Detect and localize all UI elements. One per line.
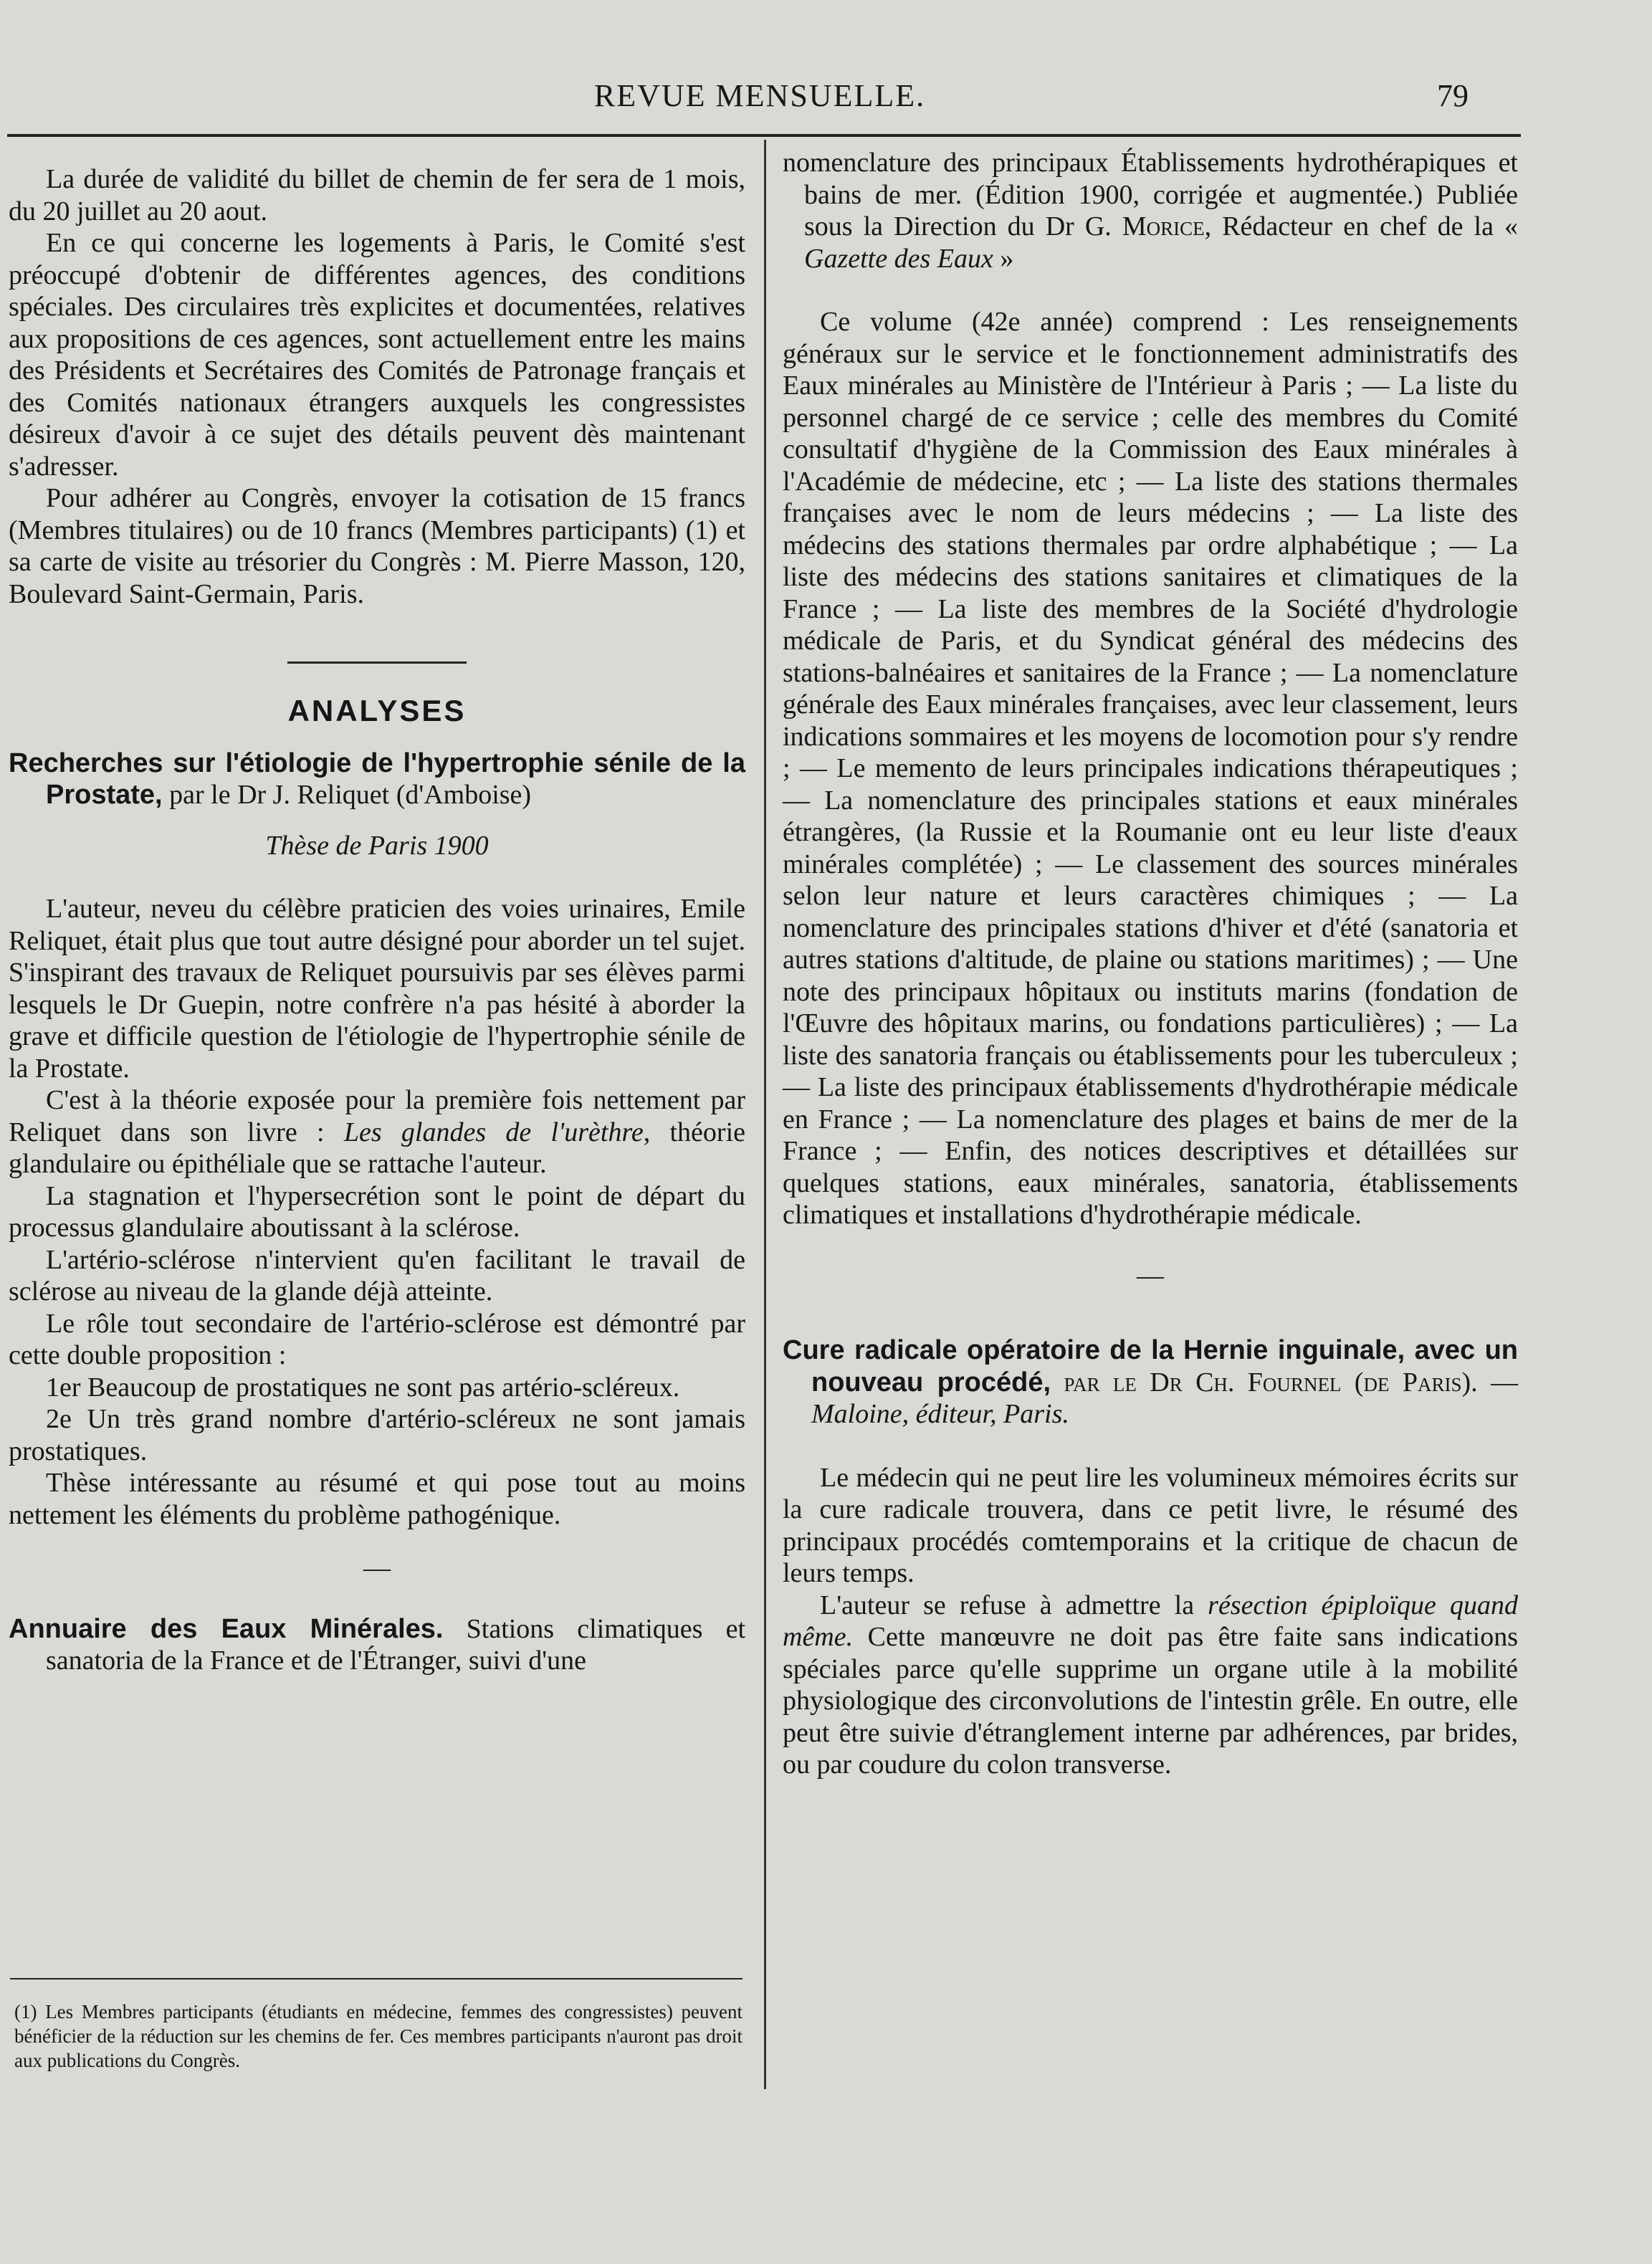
editor-name: Morice bbox=[1122, 211, 1205, 242]
paragraph: 2e Un très grand nombre d'artério-scléreux ne sont jamais prostatiques. bbox=[9, 1404, 745, 1466]
column-divider bbox=[764, 140, 766, 2089]
article-author: par le Dr Ch. Fournel (de Paris). — bbox=[1064, 1367, 1519, 1398]
article-author: par le Dr J. Reliquet (d'Amboise) bbox=[169, 780, 532, 810]
paragraph: Thèse intéressante au résumé et qui pose tout au moins nettement les éléments du problème pathogénique. bbox=[9, 1468, 745, 1530]
book-title: Les glandes de l'urèthre bbox=[343, 1117, 644, 1147]
right-column bbox=[783, 147, 1518, 1781]
article-subtitle: Stations climatiques et sanatoria de la France et de l'Étranger, suivi d'une bbox=[46, 1613, 745, 1676]
paragraph: En ce qui concerne les logements à Paris, le Comité s'est préoccupé d'obtenir de différentes agences, des conditions spéciales. Des circulaires très explicites et documentées, relatives aux propositions de ces agences, sont actuellement entre les mains des Présidents et Secrétaires des Comités de Patronage français et des Comités nationaux étrangers auxquels les congressistes désireux d'avoir à ce sujet des détails peuvent dès maintenant s'adresser. bbox=[9, 228, 745, 482]
paragraph: L'artério-sclérose n'intervient qu'en facilitant le travail de sclérose au niveau de la glande déjà atteinte. bbox=[9, 1244, 745, 1307]
paragraph: La durée de validité du billet de chemin de fer sera de 1 mois, du 20 juillet au 20 aout. bbox=[9, 164, 745, 226]
paragraph: Pour adhérer au Congrès, envoyer la cotisation de 15 francs (Membres titulaires) ou de 10 francs (Membres participants) (1) et sa carte de visite au trésorier du Congrès : M. Pierre Masson, 120, Boulevard Saint-Germain, Paris. bbox=[9, 483, 745, 609]
section-rule bbox=[287, 661, 467, 664]
paragraph: 1er Beaucoup de prostatiques ne sont pas artério-scléreux. bbox=[46, 1372, 680, 1403]
article-heading bbox=[783, 1334, 1518, 1430]
article-title: Recherches sur l'étiologie de l'hypertrophie sénile de la Prostate, bbox=[9, 747, 745, 810]
journal-title: Gazette des Eaux bbox=[804, 243, 993, 274]
header-rule bbox=[7, 134, 1521, 137]
running-head: REVUE MENSUELLE. bbox=[593, 78, 926, 113]
paragraph: La stagnation et l'hypersecrétion sont le point de départ du processus glandulaire aboutissant à la sclérose. bbox=[9, 1180, 745, 1243]
paragraph: Ce volume (42e année) comprend : Les renseignements généraux sur le service et le fonctionnement administratifs des Eaux minérales au Ministère de l'Intérieur à Paris ; — La liste du personnel chargé de ce service ; celle des membres du Comité consultatif d'hygiène de la Commission des Eaux minérales à l'Académie de médecine, etc ; — La liste des stations thermales françaises avec le nom de leurs médecins ; — La liste des médecins des stations thermales par ordre alphabétique ; — La liste des médecins des stations sanitaires et climatiques de la France ; — La liste des membres de la Société d'hydrologie médicale de Paris, et du Syndicat général des médecins des stations-balnéaires et sanitaires de la France ; — La nomenclature générale des Eaux minérales françaises, avec leur classement, leurs indications sommaires et les moyens de locomotion pour s'y rendre ; — Le memento de leurs principales indications thérapeutiques ; — La nomenclature des principales stations et eaux minérales étrangères, (la Russie et la Roumanie ont eu leur liste d'eaux minérales complétée) ; — Le classement des sources minérales selon leur nature et leurs caractères chimiques ; — La nomenclature des principales stations d'hiver et d'été (sanatoria et autres stations d'altitude, de plaine ou stations maritimes) ; — Une note des principaux hôpitaux ou instituts marins (fondation de l'Œuvre des hôpitaux marins, ou fondations particulières) ; — La liste des sanatoria français ou établissements pour les tuberculeux ; — La liste des principaux établissements d'hydrothérapie médicale en France ; — La nomenclature des plages et bains de mer de la France ; — Enfin, des notices descriptives et détaillées sur quelques stations, eaux minérales, sanatoria, établissements climatiques et installations d'hydrothérapie médicale. bbox=[783, 307, 1518, 1230]
paragraph: L'auteur, neveu du célèbre praticien des voies urinaires, Emile Reliquet, était plus que tout autre désigné pour aborder un tel sujet. S'inspirant des travaux de Reliquet poursuivis par ses élèves parmi lesquels le Dr Guepin, notre confrère n'a pas hésité à aborder la grave et difficile question de l'étiologie de l'hypertrophie sénile de la Prostate. bbox=[9, 894, 745, 1084]
paragraph: L'auteur se refuse à admettre la résection épiploïque quand même. Cette manœuvre ne doit pas être faite sans indications spéciales parce qu'elle supprime un organe utile à la mobilité physiologique des circonvolutions de l'intestin grêle. En outre, elle peut être suivie d'étranglement interne par adhérences, par brides, ou par coudure du colon transverse. bbox=[783, 1590, 1518, 1780]
article-heading bbox=[9, 747, 745, 811]
paragraph: Le médecin qui ne peut lire les volumineux mémoires écrits sur la cure radicale trouvera, dans ce petit livre, le résumé des principaux procédés comtemporains et la critique de chacun de leurs temps. bbox=[783, 1462, 1518, 1588]
article-heading bbox=[9, 1613, 745, 1677]
section-title: ANALYSES bbox=[287, 694, 467, 727]
paragraph: Le rôle tout secondaire de l'artério-sclérose est démontré par cette double proposition : bbox=[9, 1308, 745, 1370]
paragraph: C'est à la théorie exposée pour la première fois nettement par Reliquet dans son livre : Les glandes de l'urèthre, théorie glandulaire ou épithéliale que se rattache l'auteur. bbox=[9, 1085, 745, 1179]
emphasis: résection épiploïque quand même. bbox=[783, 1590, 1518, 1652]
article-source: Thèse de Paris 1900 bbox=[265, 830, 489, 861]
article-publisher: Maloine, éditeur, Paris. bbox=[811, 1399, 1069, 1429]
footnote-rule bbox=[10, 1978, 743, 1979]
footnote: (1) Les Membres participants (étudiants en médecine, femmes des congressistes) peuvent bénéficier de la réduction sur les chemins de fer. Ces membres participants n'auront pas droit aux publications du Congrès. bbox=[14, 2001, 743, 2071]
separator: — bbox=[1137, 1260, 1164, 1291]
left-column bbox=[9, 163, 745, 1677]
article-title: Cure radicale opératoire de la Hernie inguinale, avec un nouveau procédé, bbox=[783, 1335, 1518, 1398]
paragraph: nomenclature des principaux Établissements hydrothérapiques et bains de mer. (Édition 1900, corrigée et augmentée.) Publiée sous la Direction du Dr G. Morice, Rédacteur en chef de la « Gazette des Eaux » bbox=[783, 148, 1518, 274]
article-title: Annuaire des Eaux Minérales. bbox=[9, 1613, 444, 1644]
page-number: 79 bbox=[1437, 78, 1469, 113]
page-header bbox=[0, 77, 1652, 120]
separator: — bbox=[363, 1553, 391, 1583]
